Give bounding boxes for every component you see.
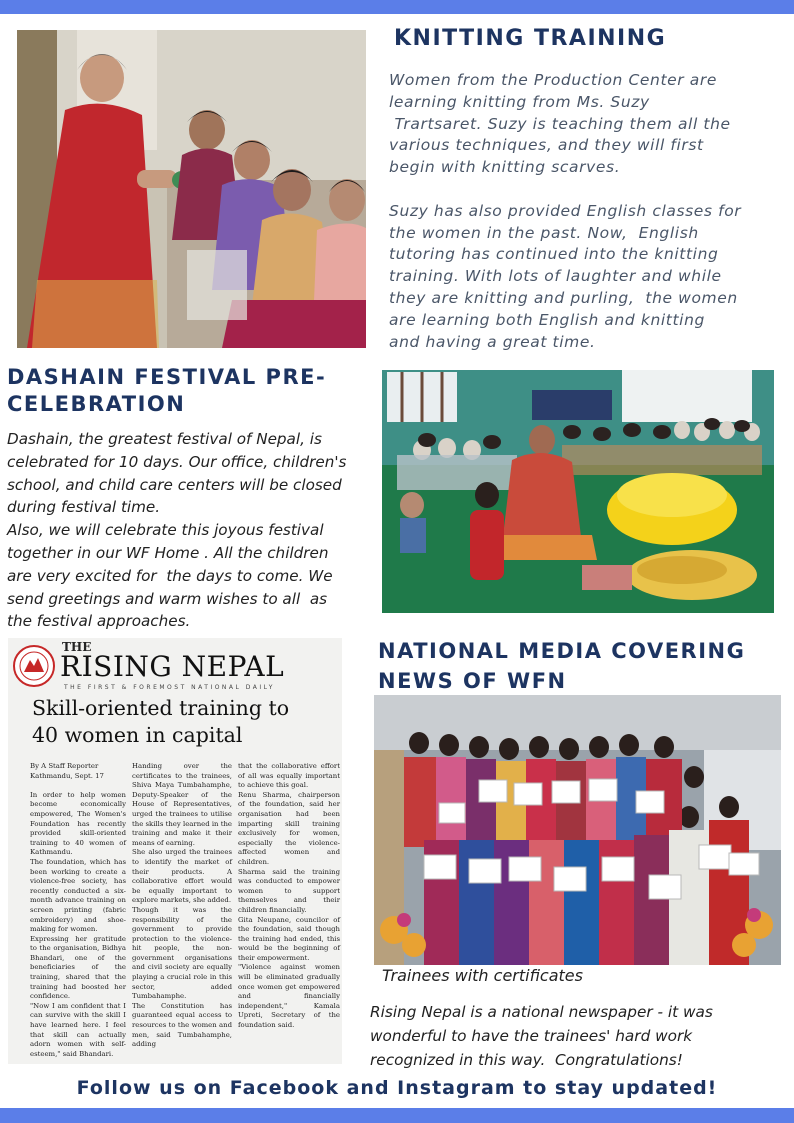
newspaper-masthead: RISING NEPAL bbox=[60, 650, 285, 683]
newspaper-column-1: By A Staff Reporter Kathmandu, Sept. 17 In order to help women become economically empowered, The Women's Foundation has recently provided skill-oriented training to 40 women of Kathmandu. The foundation, which has been working to create a violence-free society, has recently conducted a six-month advance training on screen printing (fabric embroidery) and shoe-making for women. Expressing her gratitude to the organisation, Bidhya Bhandari, one of the beneficiaries of the training, shared that the training had boosted her confidence. "Now I am confident that I can survive with the skill I have learned here. I feel that skill can actually adorn women with self-esteem," said Bhandari. bbox=[30, 762, 126, 1058]
newspaper-clipping bbox=[8, 638, 342, 1064]
newspaper-seal-icon bbox=[12, 644, 56, 688]
newspaper-the: THE bbox=[62, 640, 92, 654]
national-media-heading: NATIONAL MEDIA COVERING NEWS OF WFN bbox=[378, 639, 746, 693]
social-media-footer: Follow us on Facebook and Instagram to stay updated! bbox=[76, 1077, 718, 1099]
newspaper-column-3: that the collaborative effort of all was equally important to achieve this goal. Renu Sharma, chairperson of the foundation, said her organisation had been imparting skill training exclusively for women, especially the violence-affected women and children. Sharma said the training was conducted to empower women to support themselves and their children financially. Gita Neupane, councilor of the foundation, said though the training had ended, this would be the beginning of their empowerment. "Violence against women will be eliminated gradually once women get empowered and financially independent," Kamala Upreti, Secretary of the foundation said. bbox=[238, 762, 340, 1030]
dashain-celebration-photo bbox=[382, 370, 774, 613]
trainees-certificates-photo bbox=[374, 695, 781, 965]
knitting-training-text: Women from the Production Center are learning knitting from Ms. Suzy Trartsaret. Suzy is teaching them all the various techniques, and they will first begin with knitting scarves. Suzy has also provided English classes for the women in the past. Now, English tutoring has continued into the knitting training. With lots of laughter and while they are knitting and purling, the women are learning both English and knitting and having a great time. bbox=[389, 71, 742, 351]
newspaper-column-2: Handing over the certificates to the trainees, Shiva Maya Tumbahamphe, Deputy-Speaker of the House of Representatives, urged the trainees to utilise the skills they learned in the training and make it their means of earning. She also urged the trainees to identify the market of their products. A collaborative effort would be equally important to explore markets, she added. Though it was the responsibility of the government to provide protection to the violence-hit people, the non-government organisations and civil society are equally playing a crucial role in this sector, added Tumbahamphe. The Constitution has guaranteed equal access to resources to the women and men, said Tumbahamphe, adding bbox=[132, 762, 232, 1049]
dashain-festival-heading: DASHAIN FESTIVAL PRE- CELEBRATION bbox=[7, 365, 327, 416]
knitting-training-photo bbox=[17, 30, 366, 348]
knitting-training-heading: KNITTING TRAINING bbox=[394, 26, 667, 51]
newspaper-tagline: THE FIRST & FOREMOST NATIONAL DAILY bbox=[64, 684, 275, 691]
photo-caption: Trainees with certificates bbox=[382, 966, 583, 985]
dashain-festival-text: Dashain, the greatest festival of Nepal, is celebrated for 10 days. Our office, children's school, and child care centers will be closed during festival time. Also, we will celebrate this joyous festival together in our WF Home . All the children are very excited for the days to come. We send greetings and warm wishes to all as the festival approaches. bbox=[7, 430, 347, 631]
newspaper-headline: Skill-oriented training to 40 women in capital bbox=[32, 696, 290, 747]
bottom-color-band bbox=[0, 1108, 794, 1123]
top-color-band bbox=[0, 0, 794, 14]
rising-nepal-text: Rising Nepal is a national newspaper - it was wonderful to have the trainees' hard work recognized in this way. Congratulations! bbox=[370, 1003, 713, 1069]
